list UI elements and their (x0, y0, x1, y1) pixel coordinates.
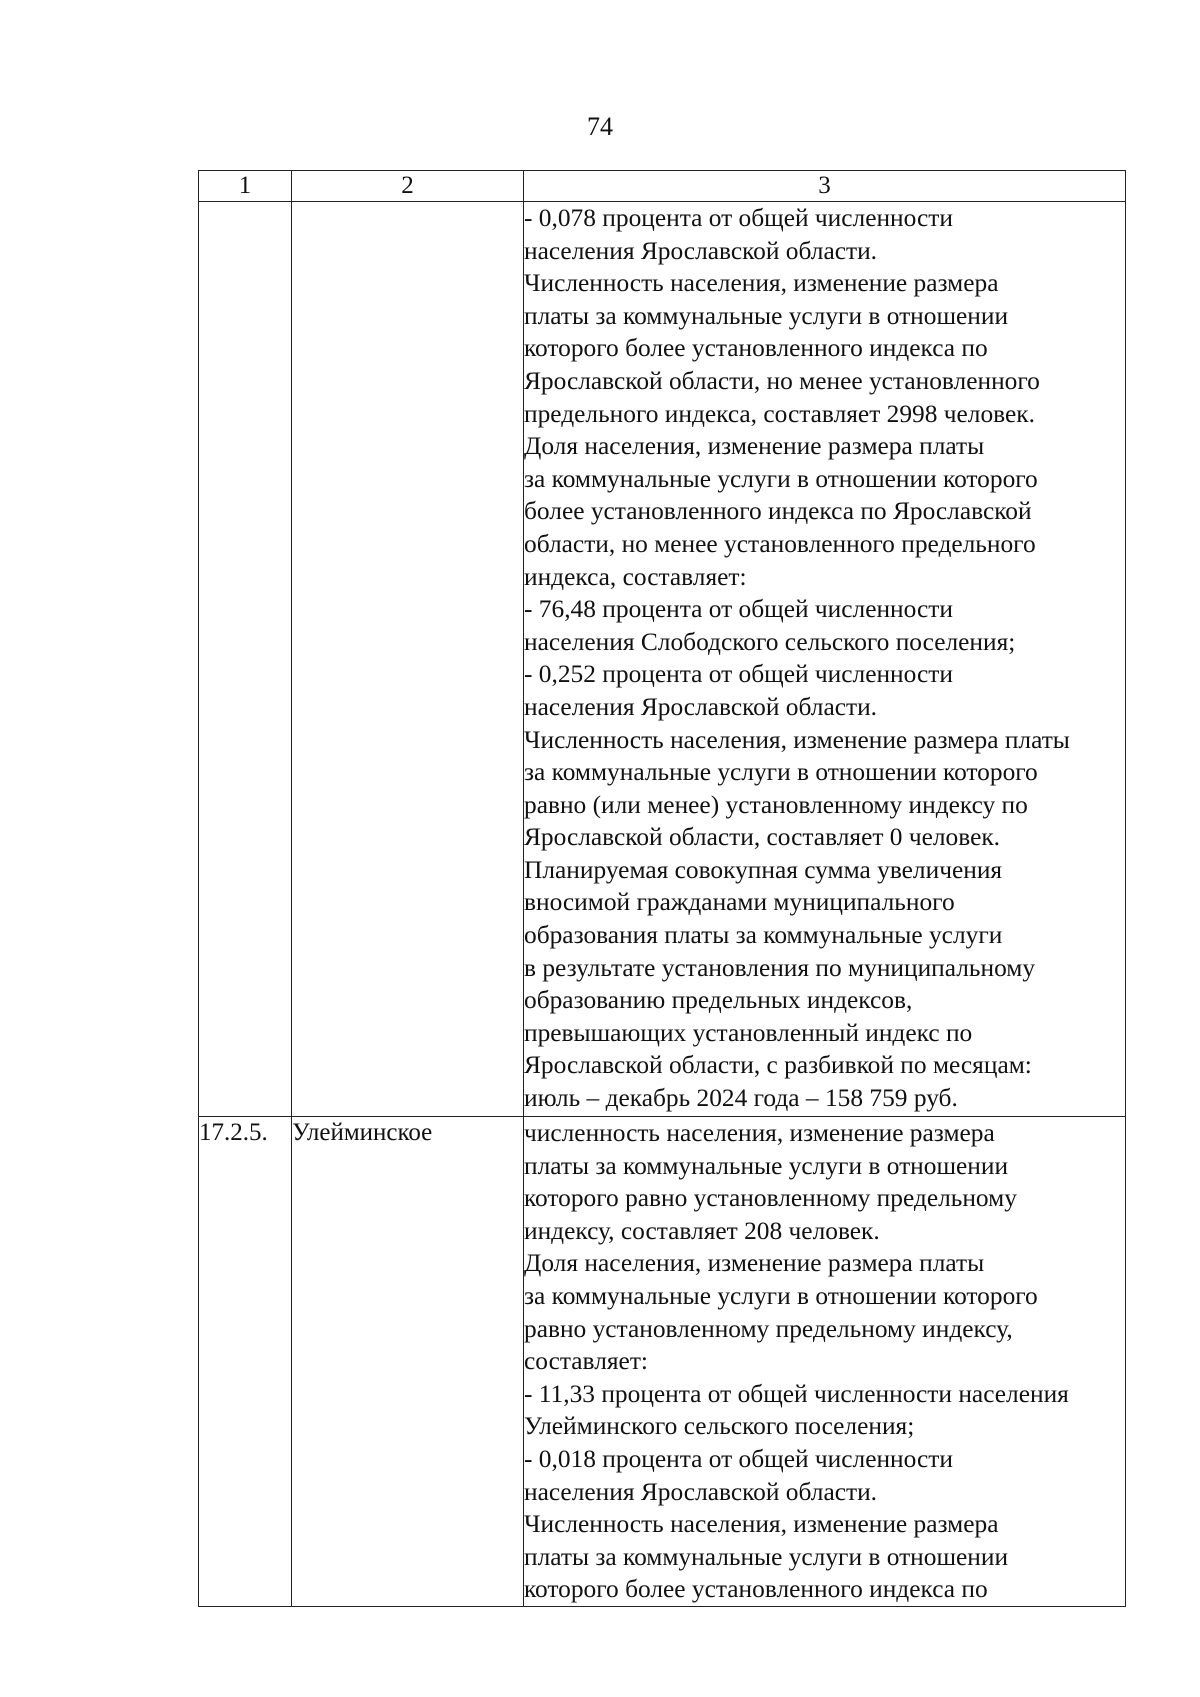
text-line: Планируемая совокупная сумма увеличения (524, 855, 1003, 884)
text-line: за коммунальные услуги в отношении которого (524, 1281, 1038, 1310)
text-line: образования платы за коммунальные услуги (524, 921, 1003, 950)
text-line: - 76,48 процента от общей численности (524, 595, 953, 624)
text-line: - 0,252 процента от общей численности (524, 660, 953, 689)
text-line: которого более установленного индекса по (524, 334, 988, 363)
settlement-name-cell: Улейминское (292, 1117, 524, 1607)
text-line: индексу, составляет 208 человек. (524, 1216, 880, 1245)
text-line: платы за коммунальные услуги в отношении (524, 301, 1009, 330)
text-line: за коммунальные услуги в отношении которого (524, 464, 1038, 493)
text-line: которого более установленного индекса по (524, 1575, 988, 1604)
text-line: численность населения, изменение размера (524, 1119, 995, 1147)
text-line: населения Слободского сельского поселения; (524, 627, 1016, 656)
row-number-cell (199, 202, 292, 1117)
text-line: населения Ярославской области. (524, 692, 878, 721)
text-line: индекса, составляет: (524, 562, 747, 591)
text-line: в результате установления по муниципальному (524, 953, 1036, 982)
header-col-1: 1 (199, 171, 292, 202)
description-cell (524, 1117, 1126, 1607)
text-line: Численность населения, изменение размера (524, 269, 999, 298)
header-col-3: 3 (524, 171, 1126, 202)
text-line: Доля населения, изменение размера платы (524, 432, 985, 461)
page-number: 74 (587, 112, 613, 141)
text-line: области, но менее установленного предельного (524, 529, 1036, 558)
text-line: Улейминского сельского поселения; (524, 1412, 915, 1441)
text-line: предельного индекса, составляет 2998 человек. (524, 399, 1035, 428)
text-line: населения Ярославской области. (524, 1477, 878, 1506)
text-line: более установленного индекса по Ярославской (524, 497, 1032, 526)
text-line: составляет: (524, 1347, 648, 1376)
text-line: Численность населения, изменение размера платы (524, 725, 1070, 754)
text-line: июль – декабрь 2024 года – 158 759 руб. (524, 1084, 958, 1113)
text-line: - 11,33 процента от общей численности населения (524, 1379, 1069, 1408)
text-line: Ярославской области, с разбивкой по месяцам: (524, 1051, 1032, 1080)
text-line: равно установленному предельному индексу, (524, 1314, 1013, 1343)
text-line: Доля населения, изменение размера платы (524, 1249, 985, 1278)
table-row (199, 202, 1126, 1117)
row-number-cell: 17.2.5. (199, 1117, 292, 1607)
text-line: населения Ярославской области. (524, 236, 878, 265)
table-header-row (199, 171, 1126, 202)
header-col-2: 2 (292, 171, 524, 202)
document-table (198, 170, 1126, 1607)
description-cell (524, 202, 1126, 1117)
text-line: вносимой гражданами муниципального (524, 888, 955, 917)
settlement-name-cell (292, 202, 524, 1117)
text-line: платы за коммунальные услуги в отношении (524, 1542, 1009, 1571)
text-line: за коммунальные услуги в отношении которого (524, 758, 1038, 787)
text-line: платы за коммунальные услуги в отношении (524, 1151, 1009, 1180)
text-line: Численность населения, изменение размера (524, 1510, 999, 1539)
text-line: Ярославской области, составляет 0 человек. (524, 823, 1001, 852)
text-line: превышающих установленный индекс по (524, 1018, 973, 1047)
text-line: Ярославской области, но менее установленного (524, 366, 1040, 395)
text-line: которого равно установленному предельному (524, 1184, 1017, 1213)
text-line: образованию предельных индексов, (524, 986, 913, 1015)
table-row (199, 1117, 1126, 1607)
text-line: - 0,078 процента от общей численности (524, 204, 953, 232)
text-line: - 0,018 процента от общей численности (524, 1444, 953, 1473)
text-line: равно (или менее) установленному индексу по (524, 790, 1028, 819)
